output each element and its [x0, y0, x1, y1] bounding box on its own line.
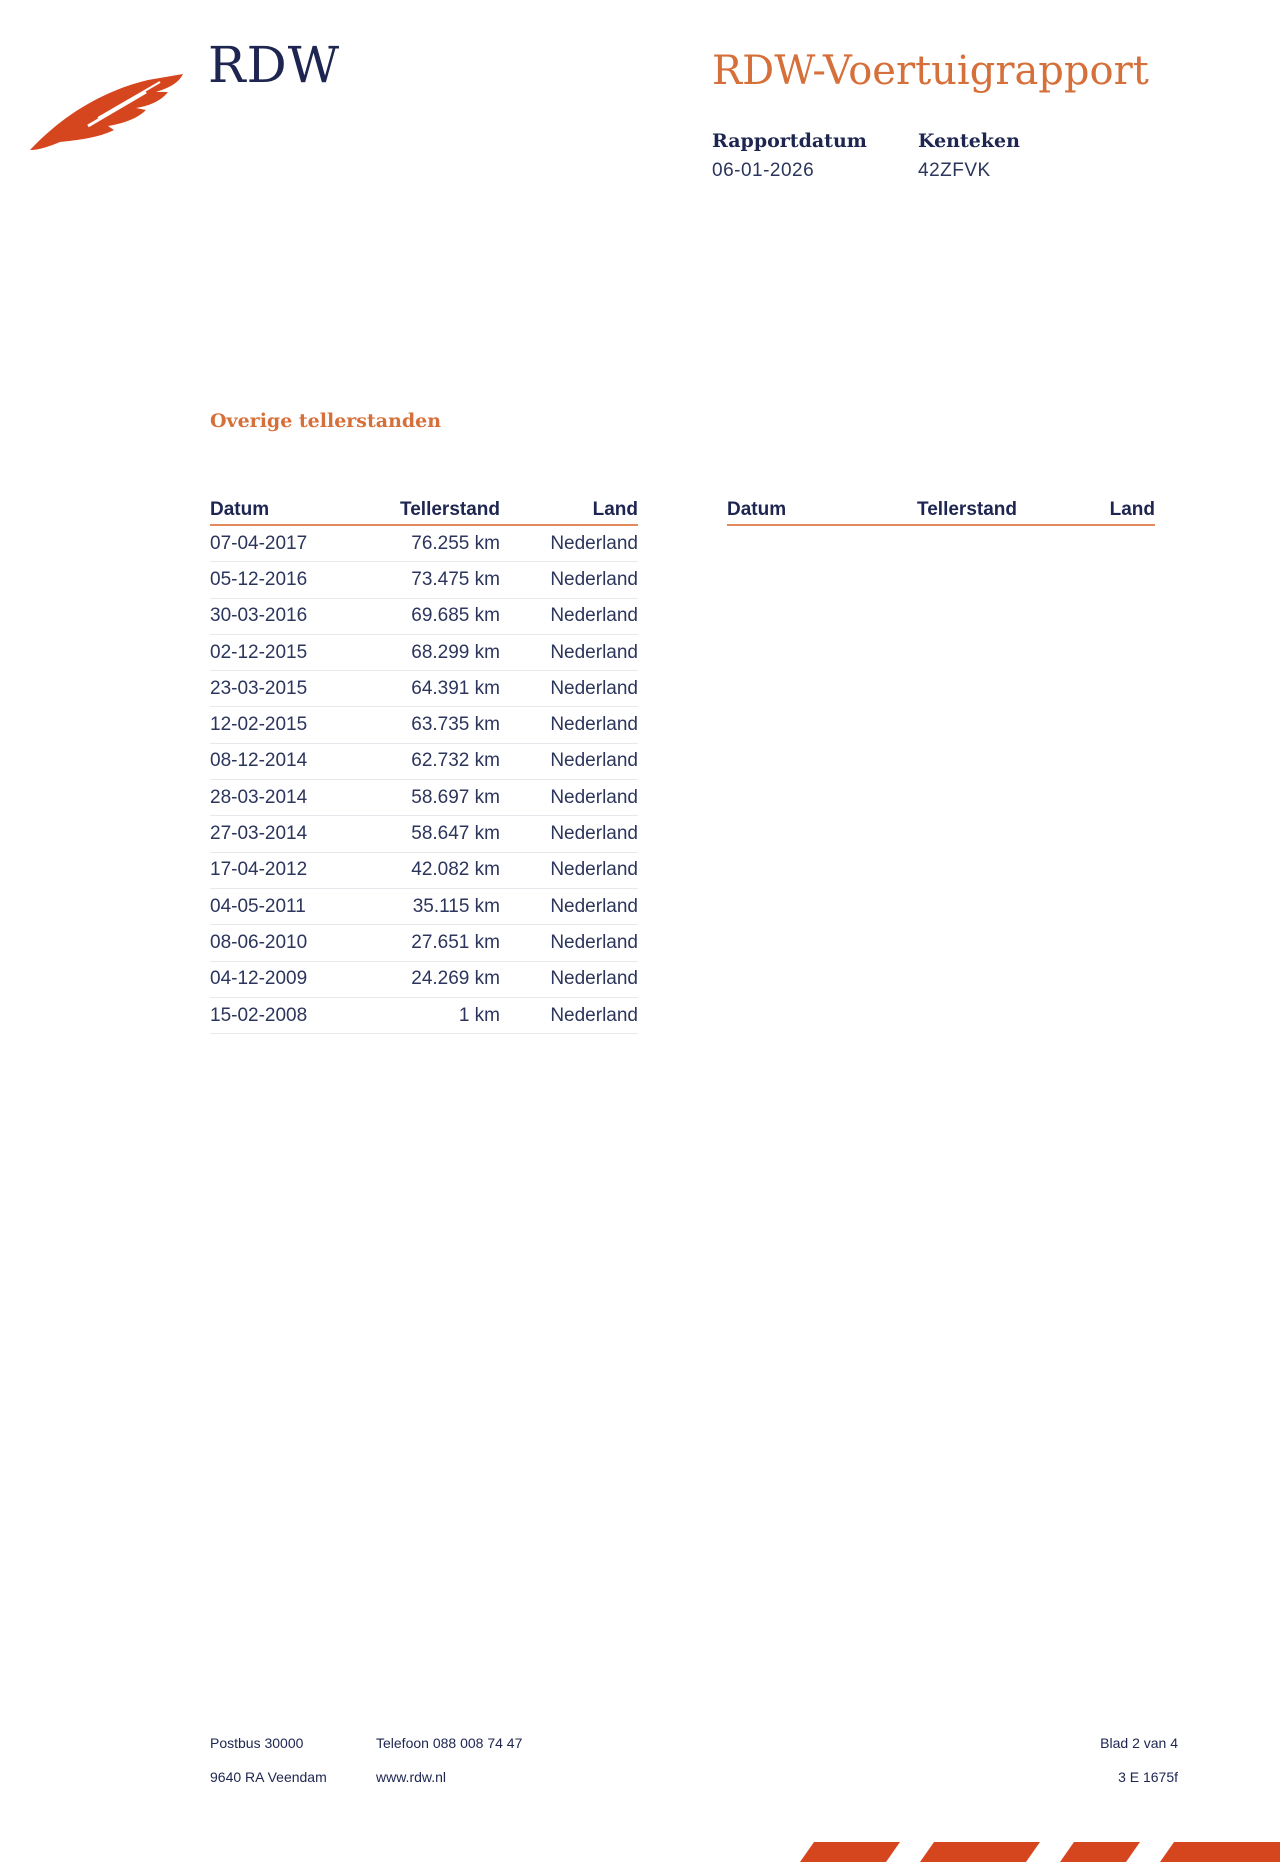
cell-land: Nederland [500, 925, 638, 961]
cell-tellerstand: 63.735 km [360, 707, 500, 743]
column-header-land: Land [1017, 496, 1155, 525]
table-row [210, 743, 638, 779]
column-header-tellerstand: Tellerstand [360, 496, 500, 525]
table-row [210, 852, 638, 888]
cell-tellerstand: 24.269 km [360, 961, 500, 997]
cell-land: Nederland [500, 888, 638, 924]
table-header-row [210, 496, 638, 525]
cell-tellerstand: 69.685 km [360, 598, 500, 634]
table-header-row [727, 496, 1155, 525]
cell-tellerstand: 27.651 km [360, 925, 500, 961]
table-row [210, 816, 638, 852]
table-row [210, 634, 638, 670]
cell-land: Nederland [500, 707, 638, 743]
cell-datum: 08-06-2010 [210, 925, 360, 961]
cell-tellerstand: 58.697 km [360, 780, 500, 816]
footer-telefoon: Telefoon 088 008 74 47 [376, 1735, 523, 1751]
table-body [210, 525, 638, 1034]
cell-datum: 12-02-2015 [210, 707, 360, 743]
table-row [210, 707, 638, 743]
table-row [210, 925, 638, 961]
cell-datum: 30-03-2016 [210, 598, 360, 634]
cell-tellerstand: 42.082 km [360, 852, 500, 888]
tellerstanden-table-right [727, 496, 1155, 526]
cell-tellerstand: 76.255 km [360, 525, 500, 562]
table-row [210, 598, 638, 634]
cell-tellerstand: 58.647 km [360, 816, 500, 852]
cell-land: Nederland [500, 780, 638, 816]
cell-land: Nederland [500, 961, 638, 997]
orange-stripes-decoration [780, 1838, 1280, 1862]
brand-name: RDW [208, 36, 341, 94]
cell-tellerstand: 73.475 km [360, 562, 500, 598]
cell-datum: 05-12-2016 [210, 562, 360, 598]
cell-datum: 02-12-2015 [210, 634, 360, 670]
footer-document-code: 3 E 1675f [1118, 1769, 1178, 1785]
column-header-datum: Datum [210, 496, 360, 525]
cell-land: Nederland [500, 598, 638, 634]
table-row [210, 997, 638, 1033]
cell-land: Nederland [500, 634, 638, 670]
cell-land: Nederland [500, 743, 638, 779]
table-row [210, 562, 638, 598]
column-header-datum: Datum [727, 496, 877, 525]
cell-datum: 07-04-2017 [210, 525, 360, 562]
report-title: RDW-Voertuigrapport [712, 48, 1149, 94]
cell-land: Nederland [500, 525, 638, 562]
kenteken-value: 42ZFVK [918, 160, 991, 181]
cell-land: Nederland [500, 562, 638, 598]
cell-land: Nederland [500, 997, 638, 1033]
cell-tellerstand: 1 km [360, 997, 500, 1033]
column-header-land: Land [500, 496, 638, 525]
table-row [210, 780, 638, 816]
table-row [210, 961, 638, 997]
table-row [210, 525, 638, 562]
section-title: Overige tellerstanden [210, 410, 442, 432]
cell-tellerstand: 64.391 km [360, 671, 500, 707]
cell-land: Nederland [500, 852, 638, 888]
column-header-tellerstand: Tellerstand [877, 496, 1017, 525]
table-row [210, 888, 638, 924]
cell-datum: 04-05-2011 [210, 888, 360, 924]
cell-datum: 04-12-2009 [210, 961, 360, 997]
kenteken-label: Kenteken [918, 130, 1020, 152]
rapportdatum-value: 06-01-2026 [712, 160, 815, 181]
footer-postbus: Postbus 30000 [210, 1735, 304, 1751]
table-row [210, 671, 638, 707]
cell-land: Nederland [500, 671, 638, 707]
footer-website[interactable]: www.rdw.nl [376, 1769, 447, 1785]
cell-datum: 17-04-2012 [210, 852, 360, 888]
footer-page-number: Blad 2 van 4 [1100, 1735, 1178, 1751]
tellerstanden-table-left [210, 496, 638, 1034]
cell-datum: 27-03-2014 [210, 816, 360, 852]
cell-datum: 08-12-2014 [210, 743, 360, 779]
cell-land: Nederland [500, 816, 638, 852]
cell-datum: 28-03-2014 [210, 780, 360, 816]
rdw-feather-logo [28, 70, 188, 156]
footer-postcode: 9640 RA Veendam [210, 1769, 327, 1785]
cell-datum: 23-03-2015 [210, 671, 360, 707]
cell-tellerstand: 68.299 km [360, 634, 500, 670]
rapportdatum-label: Rapportdatum [712, 130, 867, 152]
cell-tellerstand: 62.732 km [360, 743, 500, 779]
cell-tellerstand: 35.115 km [360, 888, 500, 924]
cell-datum: 15-02-2008 [210, 997, 360, 1033]
